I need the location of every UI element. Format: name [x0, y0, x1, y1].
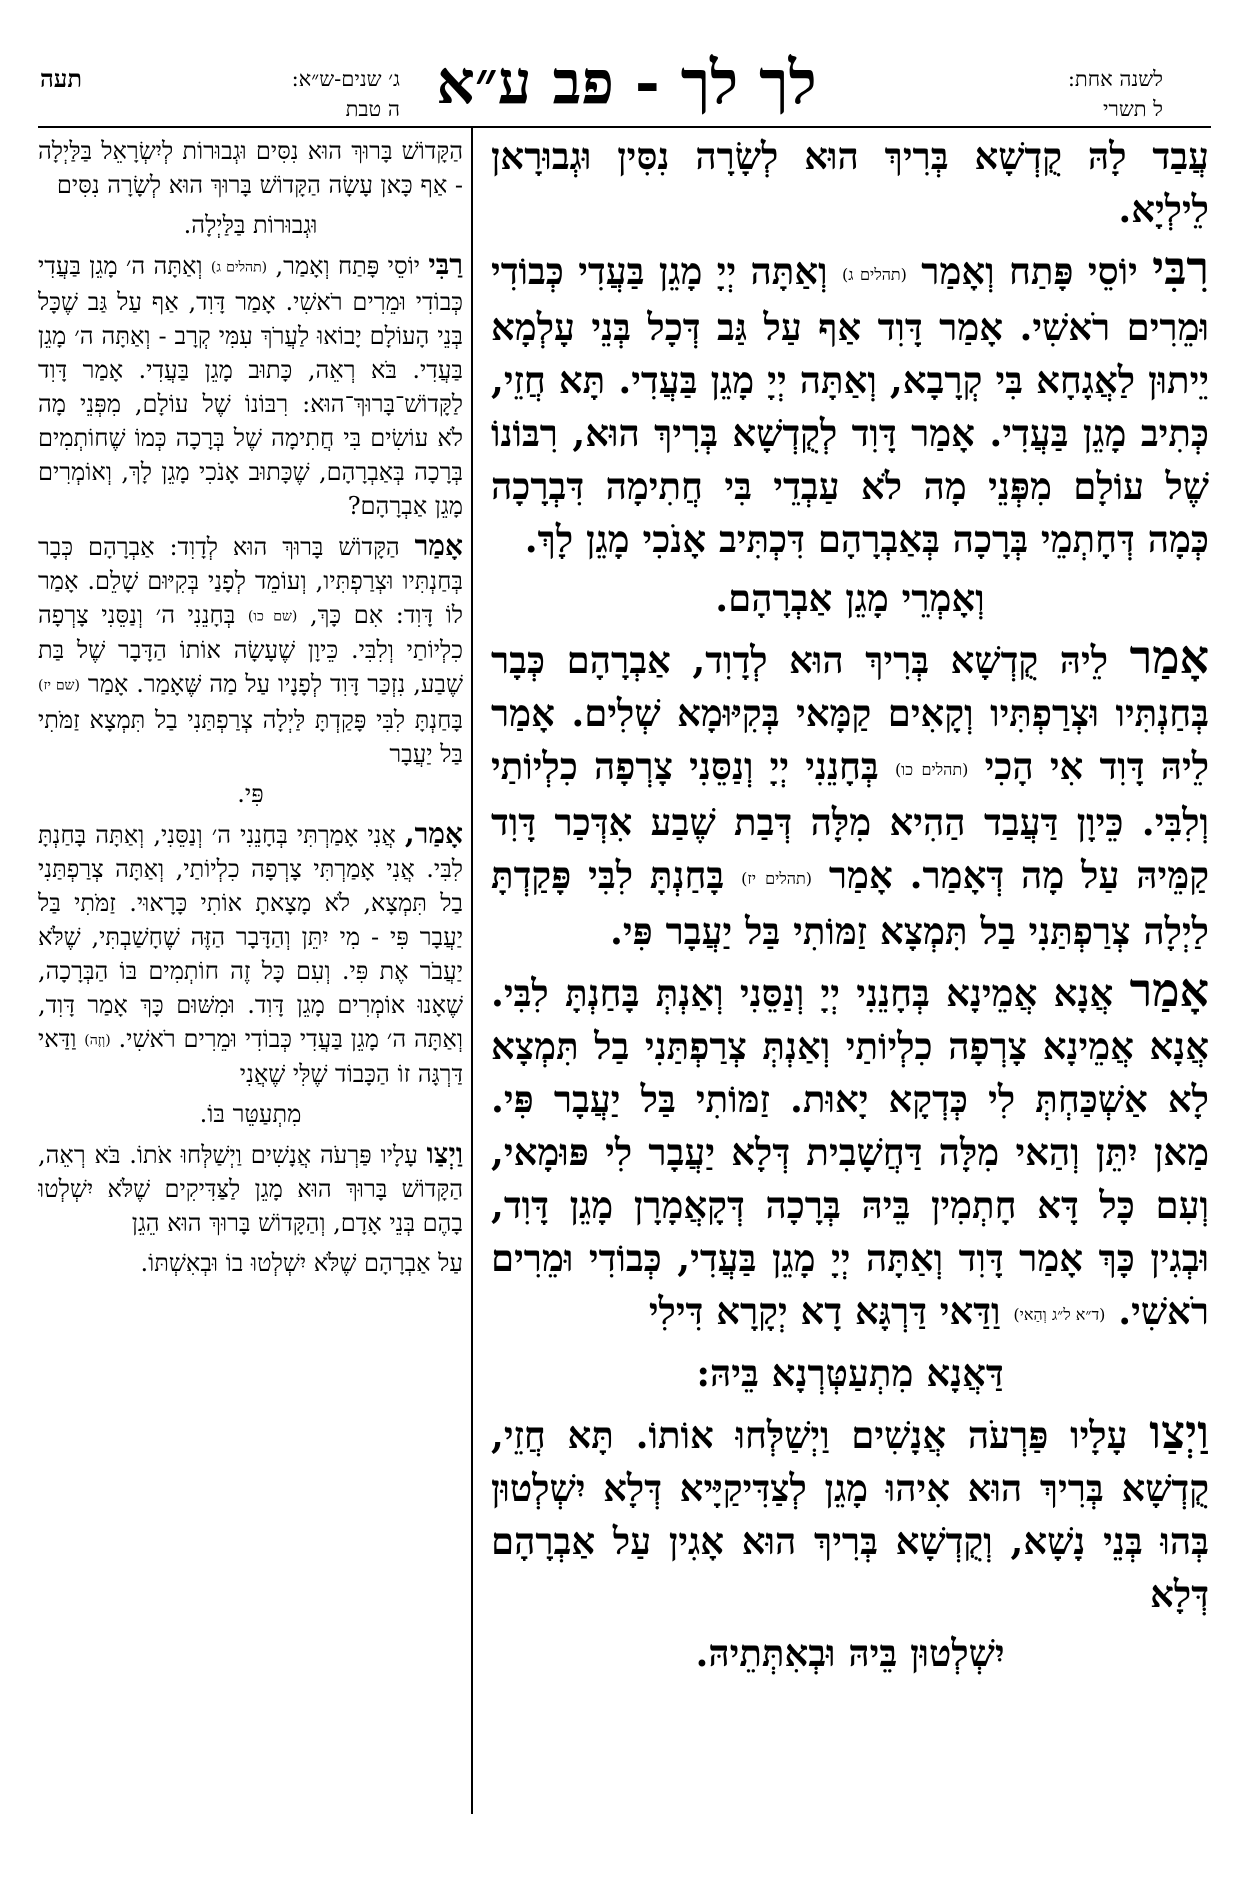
main-p2-tail: וְאָמְרֵי מָגֵן אַבְרָהָם.: [715, 576, 985, 620]
main-paragraph-1: [491, 130, 1209, 236]
comm-c3-b: בְּחָנֵנִי ה׳ וְנַסֵּנִי צָרְפָה כִלְיוֹתַי וְלִבִּי. כֵּיוָן שֶׁעָשָׂה אוֹתוֹ הַדָּבָר שֶׁל בַּת שֶׁבַע, נִזְכַּר דָּוִד לְפָנָיו עַל מַה שֶּׁאָמַר. אָמַר: [38, 600, 463, 698]
comm-c5-tail: עַל אַבְרָהָם שֶׁלֹּא יִשְׁלְטוּ בוֹ וּבְאִשְׁתּוֹ.: [140, 1249, 463, 1277]
page-header: [40, 44, 1213, 124]
main-p3-a: לֵיהּ קֻדְשָׁא בְּרִיךְ הוּא לְדָוִד, אַבְרָהָם כְּבָר בְּחַנְתִּיו וּצְרַפְתִּיו וְקָאִים קַמָּאי בְּקִיּוּמָא שְׁלִים. אָמַר לֵיהּ דָּוִד אִי הָכִי: [491, 638, 1209, 788]
comm-c2-lead: רַבִּי: [428, 248, 463, 281]
comm-c1-tail: וּגְבוּרוֹת בַּלַּיְלָה.: [183, 211, 318, 239]
main-p4-tail: דַּאֲנָא מִתְעַטְּרְנָא בֵּיהּ:: [696, 1351, 1004, 1395]
main-p2-lead: רִבִּי: [1152, 241, 1209, 295]
page-number: תעה: [40, 64, 83, 93]
comm-c4-lead: אָמַר,: [404, 816, 463, 850]
threeyear-label: ג׳ שנים-ש״א:: [291, 67, 400, 91]
comm-c4-a: אֲנִי אָמַרְתִּי בְּחָנֵנִי ה׳ וְנַסֵּנִי, וְאַתָּה בָּחַנְתָּ לִבִּי. אֲנִי אָמַרְתִּי צָרְפָה כִלְיוֹתַי, וְאַתָּה צְרַפְתַּנִי בַל תִּמְצָא, לֹא מָצָאתָ אוֹתִי כָּרָאוּי. זַמֹּתִי בַּל יַעֲבָר פִּי - מִי יִתֵּן וְהַדָּבָר הַזֶּה שֶׁחָשַׁבְתִּי, שֶׁלֹּא יַעֲבֹר אֶת פִּי. וְעִם כָּל זֶה חוֹתְמִים בּוֹ הַבְּרָכָה, שֶׁאָנוּ אוֹמְרִים מָגֵן דָּוִד. וּמִשּׁוּם כָּךְ אָמַר דָּוִד, וְאַתָּה ה׳ מָגֵן בַּעֲדִי כְּבוֹדִי וּמֵרִים רֹאשִׁי.: [38, 820, 463, 1053]
column-divider: [471, 126, 473, 1814]
yearly-date: ל תשרי: [1103, 97, 1163, 121]
main-paragraph-2-tail: [491, 572, 1209, 625]
main-p3-b: בְּחָנֵנִי יְיָ וְנַסֵּנִי צָרְפָה כִלְיוֹתַי וְלִבִּי. כֵּיוָן דַּעֲבַד הַהִיא מִלָּה דְּבַת שֶׁבַע אִדְּכַר דָּוִד קַמֵּיהּ עַל מָה דְּאָמַר. אָמַר: [491, 744, 1209, 897]
comm-paragraph-4-tail: [38, 1097, 463, 1131]
main-p3-citation-2: (תהלים יז): [741, 869, 812, 888]
main-p3-citation-1: (תהלים כו): [894, 760, 969, 779]
main-paragraph-3: [491, 631, 1209, 958]
comm-paragraph-3-tail: [38, 777, 463, 811]
comm-paragraph-5: [38, 1137, 463, 1240]
page-title: לך לך - פב ע״א: [436, 48, 817, 118]
comm-paragraph-4: [38, 817, 463, 1092]
comm-c3-citation-2: (שם יז): [38, 677, 80, 694]
main-p5-tail: יִשְׁלְטוּן בֵּיהּ וּבְאִתְּתֵיהּ.: [695, 1631, 1005, 1675]
comm-c1: הַקָּדוֹשׁ בָּרוּךְ הוּא נִסִּים וּגְבוּרוֹת לְיִשְׂרָאֵל בַּלַּיְלָה - אַף כָּאן עָשָׂה הַקָּדוֹשׁ בָּרוּךְ הוּא לְשָׂרָה נִסִּים: [38, 137, 463, 199]
comm-c3-a: הַקָּדוֹשׁ בָּרוּךְ הוּא לְדָוִד: אַבְרָהָם כְּבָר בְּחַנְתִּיו וּצְרַפְתִּיו, וְעוֹמֵד לְפָנַי בְּקִיּוּם שָׁלֵם. אָמַר לוֹ דָּוִד: אִם כָּךְ,: [38, 532, 463, 629]
main-paragraph-2: [491, 242, 1209, 566]
comm-c3-c: בָּחַנְתָּ לִבִּי פָּקַדְתָּ לַּיְלָה צְרַפְתַּנִי בַל תִּמְצָא זַמֹּתִי בַּל יַעֲבָר: [38, 705, 463, 768]
comm-c3-citation-1: (שם כו): [247, 608, 298, 624]
comm-paragraph-2: [38, 248, 463, 523]
threeyear-block: [292, 64, 400, 124]
main-paragraph-4-tail: [491, 1347, 1209, 1400]
comm-c4-b: וַדַּאי דַּרְגָּה זוֹ הַכָּבוֹד שֶׁלִּי שֶׁאֲנִי: [38, 1024, 463, 1088]
main-p2-a: יוֹסֵי פָּתַח וְאָמַר: [921, 249, 1138, 293]
comm-c4-tail: מִתְעַטֵּר בּוֹ.: [199, 1100, 302, 1128]
threeyear-date: ה טבת: [345, 97, 400, 121]
comm-c2-b: וְאַתָּה ה׳ מָגֵן בַּעֲדִי כְּבוֹדִי וּמֵרִים רֹאשִׁי. אָמַר דָּוִד, אַף עַל גַּב שֶׁכָּל בְּנֵי הָעוֹלָם יָבוֹאוּ לַעֲרֹךְ עִמִּי קְרָב - וְאַתָּה ה׳ מָגֵן בַּעֲדִי. בֹּא רְאֵה, כָּתוּב מָגֵן בַּעֲדִי. אָמַר דָּוִד לַקָּדוֹשׁ־בָּרוּךְ־הוּא: רִבּוֹנוֹ שֶׁל עוֹלָם, מִפְּנֵי מָה לֹא עוֹשִׂים בִּי חֲתִימָה שֶׁל בְּרָכָה כְּמוֹ שֶׁחוֹתְמִים בְּרָכָה בְּאַבְרָהָם, שֶׁכָּתוּב אָנֹכִי מָגֵן לָךְ, וְאוֹמְרִים מָגֵן אַבְרָהָם?: [38, 252, 463, 520]
main-p4-a: אֲנָא אֲמֵינָא בְּחָנֵנִי יְיָ וְנַסֵּנִי וְאַנְתְּ בָּחַנְתָּ לִבִּי. אֲנָא אֲמֵינָא צָרְפָה כִלְיוֹתַי וְאַנְתְּ צְרַפְתַּנִי בַל תִּמְצָא לָא אַשְׁכַּחְתְּ לִי כְּדְקָא יָאוּת. זַמּוֹתִי בַּל יַעֲבָר פִּי. מַאן יִתֵּן וְהַאי מִלָּה דַּחֲשָׁבִית דְּלָא יַעֲבָר לִי פּוּמָאי, וְעִם כָּל דָּא חָתְמִין בֵּיהּ בְּרָכָה דְּקָאֲמָרָן מָגֵן דָּוִד, וּבְגִין כָּךְ אָמַר דָּוִד וְאַתָּה יְיָ מָגֵן בַּעֲדִי, כְּבוֹדִי וּמֵרִים רֹאשִׁי.: [491, 971, 1209, 1333]
comm-c2-a: יוֹסֵי פָּתַח וְאָמַר,: [275, 252, 421, 280]
comm-c4-mark: (וְזֶה): [84, 1032, 111, 1048]
comm-paragraph-1: [38, 134, 463, 202]
yearly-label: לשנה אחת:: [1067, 67, 1163, 91]
main-p3-lead: אָמַר: [1129, 630, 1209, 684]
main-text-column: [491, 130, 1209, 1810]
comm-c5-lead: וַיְצַו: [426, 1137, 463, 1170]
comm-c5-a: עָלָיו פַּרְעֹה אֲנָשִׁים וַיְשַׁלְּחוּ אֹתוֹ. בֹּא רְאֵה, הַקָּדוֹשׁ בָּרוּךְ הוּא מָגֵן לַצַּדִּיקִים שֶׁלֹּא יִשְׁלְטוּ בָהֶם בְּנֵי אָדָם, וְהַקָּדוֹשׁ בָּרוּךְ הוּא הֵגֵן: [38, 1141, 463, 1237]
comm-c2-citation: (תהלים ג): [210, 259, 268, 276]
main-p3-c: בָּחַנְתָּ לִבִּי פָּקַדְתָּ לַיְלָה צְרַפְתַּנִי בַל תִּמְצָא זַמּוֹתִי בַּל יַעֲבָר פִּי.: [491, 853, 1209, 953]
main-p2-citation: (תהלים ג): [841, 265, 907, 284]
main-p5-lead: וַיְצַו: [1149, 1405, 1209, 1459]
comm-paragraph-3: [38, 529, 463, 771]
commentary-column: [38, 134, 463, 1814]
comm-paragraph-5-tail: [38, 1246, 463, 1280]
main-paragraph-4: [491, 964, 1209, 1341]
comm-c3-lead: אָמַר: [414, 528, 463, 562]
main-p4-citation: (ד״א ל״ג וְהַאי): [1013, 1305, 1106, 1324]
comm-paragraph-1-tail: [38, 208, 463, 242]
main-p4-b: וַדַּאי דַּרְגָּא דָא יְקָרָא דִּילִי: [648, 1289, 1001, 1333]
main-p2-b: וְאַתָּה יְיָ מָגֵן בַּעֲדִי כְּבוֹדִי וּמֵרִים רֹאשִׁי. אָמַר דָּוִד אַף עַל גַּב דְּכָל בְּנֵי עָלְמָא יֵיתוּן לַאֲגָחָא בִּי קְרָבָא, וְאַתָּה יְיָ מָגֵן בַּעֲדִי. תָּא חֲזֵי, כְּתִיב מָגֵן בַּעֲדִי. אָמַר דָּוִד לְקֻדְשָׁא בְּרִיךְ הוּא, רִבּוֹנוֹ שֶׁל עוֹלָם מִפְּנֵי מָה לֹא עַבְדֵי בִּי חֲתִימָה דִּבְרָכָה כְּמָה דְּחָתְמֵי בְּרָכָה בְּאַבְרָהָם דִּכְתִּיב אָנֹכִי מָגֵן לָךְ.: [491, 249, 1209, 561]
main-paragraph-5-tail: [491, 1627, 1209, 1680]
main-paragraph-5: [491, 1406, 1209, 1621]
main-p1-text: עֲבַד לָהּ קֻדְשָׁא בְּרִיךְ הוּא לְשָׂרָה נִסִּין וּגְבוּרָאן לֵילְיָא.: [491, 134, 1209, 231]
main-p5-a: עָלָיו פַּרְעֹה אֲנָשִׁים וַיְשַׁלְּחוּ אוֹתוֹ. תָּא חֲזֵי, קֻדְשָׁא בְּרִיךְ הוּא אִיהוּ מָגֵן לְצַדִּיקַיָּיא דְּלָא יִשְׁלְטוּן בְּהוּ בְּנֵי נָשָׁא, וְקֻדְשָׁא בְּרִיךְ הוּא אָגִין עַל אַבְרָהָם דְּלָא: [491, 1413, 1209, 1616]
main-p4-lead: אָמַר: [1129, 963, 1209, 1017]
comm-c3-tail: פִּי.: [237, 779, 264, 808]
header-rule: [38, 126, 1211, 128]
